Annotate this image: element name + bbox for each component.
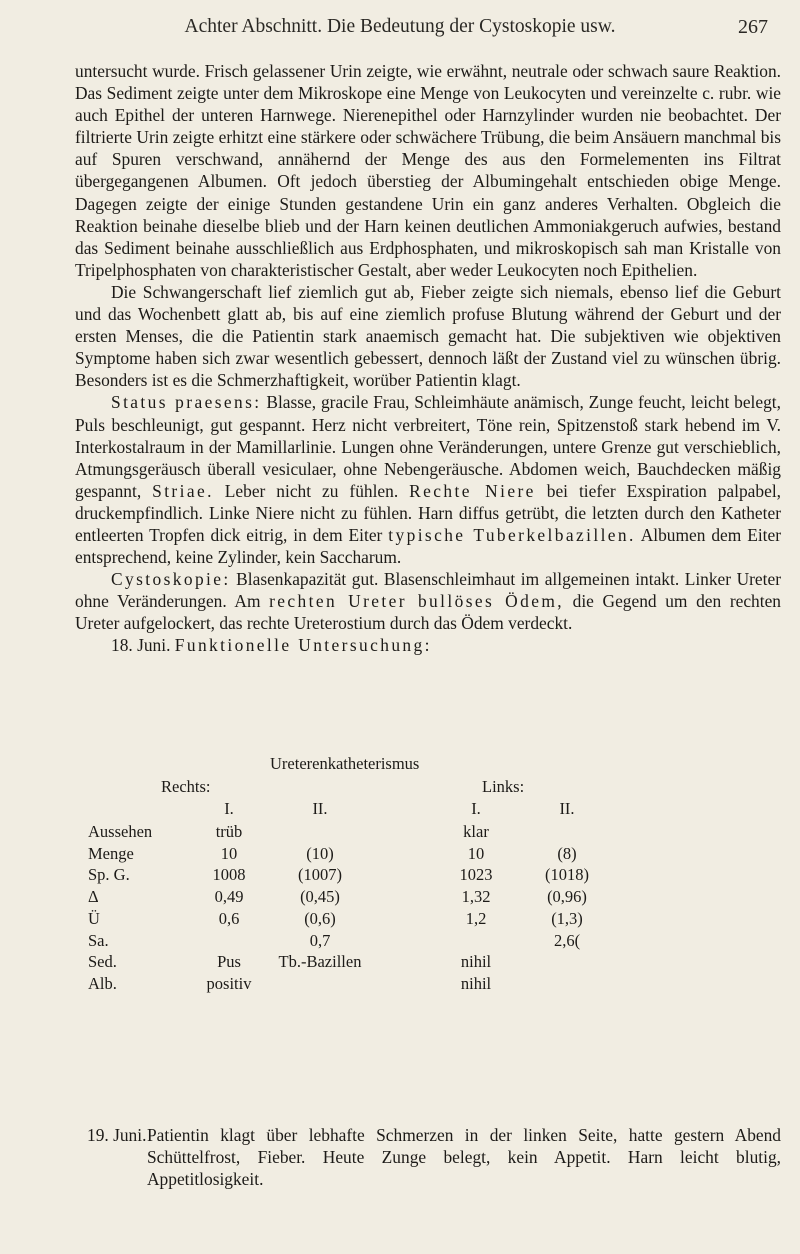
date-19-juni: 19. Juni. — [87, 1125, 147, 1145]
cystoskopie-text-1: Blasenkapazität gut. Blasenschleimhaut im allgemeinen intakt. Linker Ureter ohne Veränderungen. Am — [75, 569, 781, 612]
table-cell-r1: 10 — [220, 843, 238, 863]
table-cell-label: Sa. — [88, 930, 109, 950]
paragraph-funktionelle — [75, 634, 781, 656]
rechts-header: Rechts: — [161, 777, 211, 796]
table-cell-l2: (1018) — [545, 865, 589, 885]
paragraph-urine-findings: untersucht wurde. Frisch gelassener Urin zeigte, wie erwähnt, neutrale oder schwach saure Reaktion. Das Sediment zeigte unter dem Mikroskope eine Menge von Leukocyten und vereinzelte c. rubr. wie auch Epithel der unteren Harnwege. Nierenepithel oder Harnzylinder wurden nie beobachtet. Der filtrierte Urin zeigte erhitzt eine stärkere oder schwächere Trübung, die beim Ansäuern manchmal bis auf Spuren verschwand, annähernd der Menge des aus den Formelementen ins Filtrat übergegangenen Albumen. Oft jedoch überstieg der Albumingehalt entschieden obige Menge. Dagegen zeigte der einige Stunden gestandene Urin ein ganz anderes Verhalten. Obgleich die Reaktion beinahe dieselbe blieb und der Harn keinen deutlichen Ammoniakgeruch aufwies, bestand das Sediment beinahe ausschließlich aus Erdphosphaten, und mikroskopisch sah man Kristalle von Tripelphosphaten von charakteristischer Gestalt, aber weder Leukocyten noch Epithelien. — [75, 61, 781, 280]
col-head-l2: II. — [559, 799, 575, 818]
table-cell-l2: 2,6( — [553, 930, 581, 950]
funktionelle-label: Funktionelle Untersuchung: — [174, 635, 432, 656]
page-number: 267 — [738, 16, 768, 38]
body-text — [75, 60, 781, 657]
table-cell-r1: trüb — [215, 822, 243, 841]
table-cell-r2: (1007) — [298, 865, 342, 885]
table-cell-l1: 1,32 — [461, 887, 491, 907]
rechte-niere-label: Rechte Niere — [409, 480, 536, 501]
table-cell-l1: 10 — [467, 843, 485, 863]
tuberkelbazillen-label: typische Tuberkelbazillen. — [388, 524, 636, 545]
page-header — [0, 16, 800, 46]
table-cell-label: Sp. G. — [88, 865, 130, 885]
table-cell-r1: 1008 — [212, 865, 246, 885]
table-cell-l2: (1,3) — [551, 908, 583, 928]
table-cell-r2: (0,45) — [300, 887, 340, 907]
table-cell-l1: nihil — [460, 952, 492, 972]
table-cell-label: Ü — [88, 908, 100, 928]
status-text-3: bei tiefer Exspiration palpabel, druckempfindlich. Linke Niere nicht zu fühlen. Harn diffus getrübt, die letzten durch den Katheter entleerten Tropfen dick eitrig, in dem Eiter — [75, 480, 781, 545]
table-cell-label: Menge — [88, 843, 134, 863]
status-text-4: Albumen dem Eiter entsprechend, keine Zylinder, kein Saccharum. — [75, 524, 781, 568]
col-head-r1: I. — [224, 799, 234, 818]
followup-text: Patientin klagt über lebhafte Schmerzen in der linken Seite, hatte gestern Abend Schüttelfrost, Fieber. Heute Zunge belegt, kein Appetit. Harn leicht blutig, Appetitlosigkeit. — [147, 1125, 781, 1190]
table-caption: Ureterenkatheterismus — [270, 754, 420, 773]
date-18-juni: 18. Juni. — [111, 635, 171, 656]
table-cell-l1: klar — [463, 822, 489, 841]
striae-label: Striae. — [152, 480, 214, 501]
table-cell-label: Δ — [88, 887, 99, 907]
table-cell-r1: positiv — [206, 973, 252, 993]
table-cell-r2: 0,7 — [309, 930, 331, 950]
table-cell-l2: (0,96) — [547, 887, 587, 907]
table-cell-label: Sed. — [88, 952, 117, 972]
col-head-r2: II. — [312, 799, 328, 818]
table-cell-r1: 0,49 — [214, 887, 244, 907]
table-cell-r1: Pus — [217, 952, 241, 972]
table-cell-r2: (0,6) — [304, 908, 336, 928]
cystoskopie-text-2: die Gegend um den rechten Ureter aufgelockert, das rechte Ureterostium durch das Ödem verdeckt. — [75, 591, 781, 634]
links-header: Links: — [482, 777, 525, 796]
status-text-1: Blasse, gracile Frau, Schleimhäute anämisch, Zunge feucht, leicht belegt, Puls beschleunigt, gut gespannt. Herz nicht verbreitert, Töne rein, Spitzenstoß stark hebend im V. Interkostalraum in der Mamillarlinie. Lungen ohne Veränderungen, untere Grenze gut verschieblich, Atmungsgeräusch überall vesiculaer, ohne Nebengeräusche. Abdomen weich, Bauchdecken mäßig gespannt, — [75, 392, 781, 501]
running-title: Achter Abschnitt. Die Bedeutung der Cystoskopie usw. — [184, 16, 616, 37]
status-praesens-label: Status praesens: — [111, 392, 262, 413]
table-cell-r2: Tb.-Bazillen — [278, 952, 362, 972]
followup-entry — [75, 1124, 781, 1190]
table-cell-l2: (8) — [557, 843, 577, 863]
table-cell-l1: nihil — [460, 973, 492, 993]
status-text-2: Leber nicht zu fühlen. — [213, 480, 410, 501]
paragraph-status-praesens — [75, 391, 781, 568]
cystoskopie-label: Cystoskopie: — [111, 569, 231, 590]
rechten-ureter-label: rechten Ureter bullöses Ödem, — [269, 591, 565, 612]
table-cell-l1: 1023 — [459, 865, 493, 885]
paragraph-pregnancy: Die Schwangerschaft lief ziemlich gut ab, Fieber zeigte sich niemals, ebenso lief die Geburt und das Wochenbett glatt ab, bis auf eine ziemlich profuse Blutung während der Geburt und der ersten Menses, die die Patientin stark anaemisch gemacht hat. Die subjektiven wie objektiven Symptome haben sich zwar wesentlich gebessert, dennoch läßt der Zustand viel zu wünschen übrig. Besonders ist es die Schmerzhaftigkeit, worüber Patientin klagt. — [75, 281, 781, 391]
col-head-l1: I. — [471, 799, 481, 818]
table-cell-label: Alb. — [88, 973, 117, 993]
table-cell-l1: 1,2 — [465, 908, 487, 928]
table-cell-r1: 0,6 — [218, 908, 240, 928]
table-cell-r2: (10) — [306, 843, 334, 863]
table-cell-label: Aussehen — [88, 822, 153, 841]
paragraph-cystoskopie — [75, 568, 781, 634]
